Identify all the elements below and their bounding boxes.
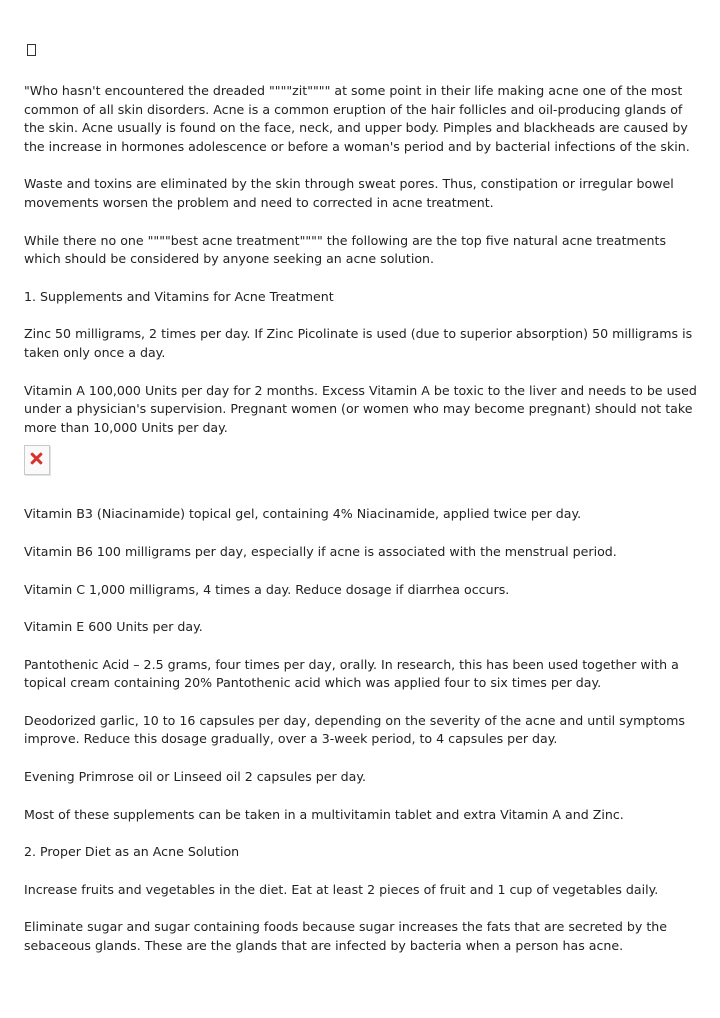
paragraph: While there no one """"best acne treatment"""" the following are the top five natural acne treatments which should be considered by anyone seeking an acne solution. [24,232,667,267]
document-body [24,44,700,975]
missing-glyph-icon [27,44,36,56]
paragraph: Vitamin A 100,000 Units per day for 2 months. Excess Vitamin A be toxic to the liver and needs to be used under a physician's supervision. Pregnant women (or women who may become pregnant) should not take more than 10,000 Units per day. [24,382,697,435]
paragraph: Vitamin E 600 Units per day. [24,619,203,635]
paragraph: Vitamin B6 100 milligrams per day, especially if acne is associated with the menstrual period. [24,543,617,559]
paragraph: Evening Primrose oil or Linseed oil 2 capsules per day. [24,769,367,785]
paragraph: Vitamin C 1,000 milligrams, 4 times a day. Reduce dosage if diarrhea occurs. [24,581,510,597]
section-heading: 2. Proper Diet as an Acne Solution [24,844,240,860]
broken-image-icon [24,445,50,475]
intro-paragraph: "Who hasn't encountered the dreaded """"zit"""" at some point in their life making acne one of the most common of all skin disorders. Acne is a common eruption of the hair follicles and oil-producing glands of the skin. Acne usually is found on the face, neck, and upper body. Pimples and blackheads are caused by the increase in hormones adolescence or before a woman's period and by bacterial infections of the skin. [24,83,690,154]
paragraph: Waste and toxins are eliminated by the skin through sweat pores. Thus, constipation or irregular bowel movements worsen the problem and need to corrected in acne treatment. [24,176,674,210]
paragraph: Vitamin B3 (Niacinamide) topical gel, containing 4% Niacinamide, applied twice per day. [24,506,582,522]
paragraph: Pantothenic Acid – 2.5 grams, four times per day, orally. In research, this has been used together with a topical cream containing 20% Pantothenic acid which was applied four to six times per day. [24,656,679,691]
section-heading: 1. Supplements and Vitamins for Acne Treatment [24,288,334,304]
paragraph: Zinc 50 milligrams, 2 times per day. If Zinc Picolinate is used (due to superior absorption) 50 milligrams is taken only once a day. [24,326,693,360]
paragraph: Most of these supplements can be taken in a multivitamin tablet and extra Vitamin A and Zinc. [24,806,624,822]
paragraph: Deodorized garlic, 10 to 16 capsules per day, depending on the severity of the acne and until symptoms improve. Reduce this dosage gradually, over a 3-week period, to 4 capsules per day. [24,712,685,747]
paragraph: Eliminate sugar and sugar containing foods because sugar increases the fats that are secreted by the sebaceous glands. These are the glands that are infected by bacteria when a person has acne. [24,919,668,954]
paragraph: Increase fruits and vegetables in the diet. Eat at least 2 pieces of fruit and 1 cup of vegetables daily. [24,881,659,897]
